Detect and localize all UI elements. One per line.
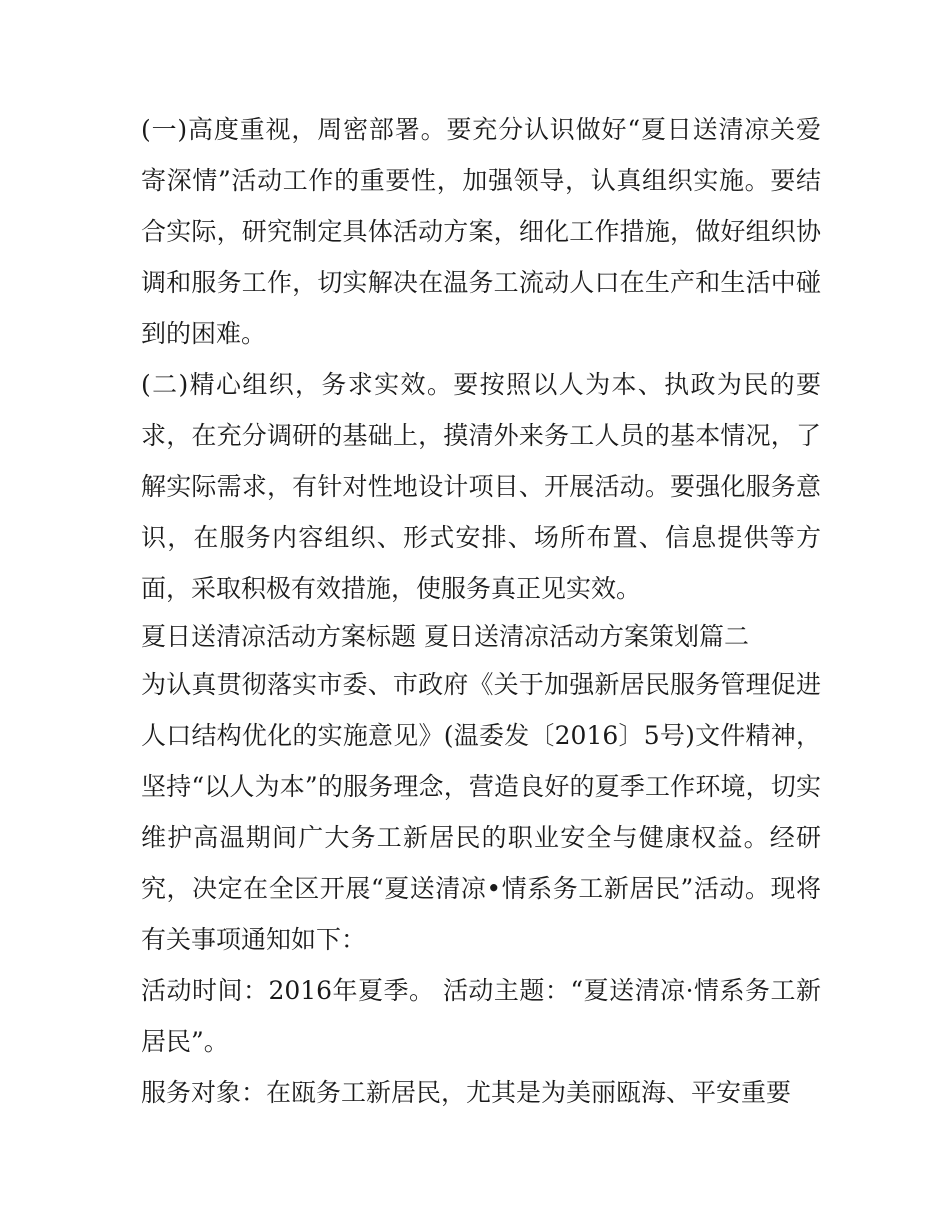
section-heading: 夏日送清凉活动方案标题 夏日送清凉活动方案策划篇二 (141, 622, 749, 651)
paragraph-section-one: (一)高度重视，周密部署。要充分认识做好“夏日送清凉关爱寄深情”活动工作的重要性，加强领导，认真组织实施。要结合实际，研究制定具体活动方案，细化工作措施，做好组织协调和服务工作，切实解决在温务工流动人口在生产和生活中碰到的困难。 (141, 115, 821, 348)
paragraph-intro: 为认真贯彻落实市委、市政府《关于加强新居民服务管理促进人口结构优化的实施意见》(温委发〔2016〕5号)文件精神，坚持“以人为本”的服务理念，营造良好的夏季工作环境，切实维护高温期间广大务工新居民的职业安全与健康权益。经研究，决定在全区开展“夏送清凉•情系务工新居民”活动。现将有关事项通知如下： (141, 670, 821, 954)
paragraph-section-two: (二)精心组织，务求实效。要按照以人为本、执政为民的要求，在充分调研的基础上，摸清外来务工人员的基本情况，了解实际需求，有针对性地设计项目、开展活动。要强化服务意识，在服务内容组织、形式安排、场所布置、信息提供等方面，采取积极有效措施，使服务真正见实效。 (141, 370, 821, 603)
paragraph-service-target: 服务对象：在瓯务工新居民，尤其是为美丽瓯海、平安重要 (141, 1078, 792, 1107)
paragraph-time-theme: 活动时间：2016年夏季。 活动主题：“夏送清凉·情系务工新居民”。 (141, 976, 821, 1056)
document-body (141, 104, 821, 1118)
